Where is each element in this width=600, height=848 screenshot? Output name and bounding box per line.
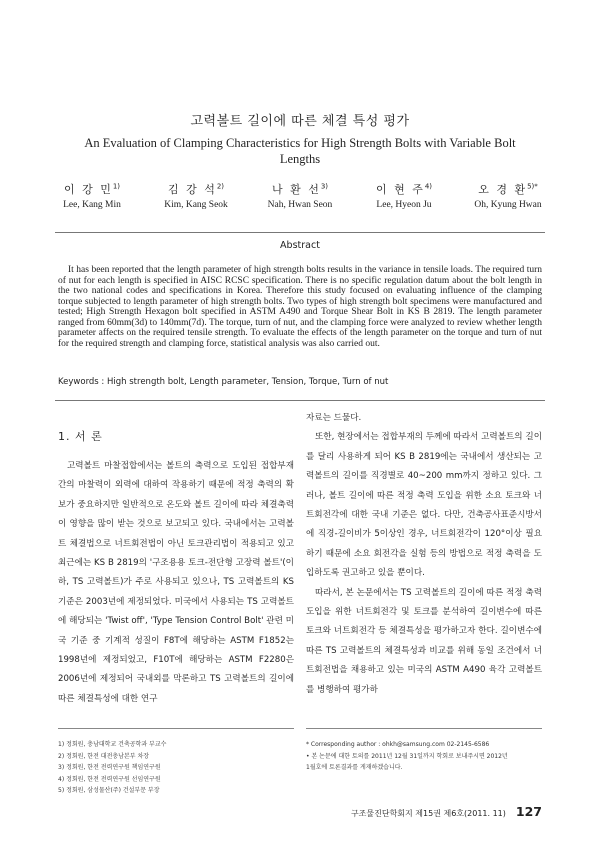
author-name-en: Oh, Kyung Hwan — [474, 200, 542, 210]
author-name-en: Kim, Kang Seok — [164, 200, 228, 210]
paragraph: 자료는 드물다. — [306, 413, 362, 423]
journal-info: 구조물진단학회지 제15권 제6호(2011. 11) — [350, 809, 506, 818]
footnote-rule-left — [58, 728, 294, 729]
paragraph: 고력볼트 마찰접합에서는 볼트의 축력으로 도입된 접합부재 간의 마찰력이 외력에 대하여 작용하기 때문에 적정 축력의 확보가 중요하지만 일반적으로 온도와 볼트 길이에 따라 체결축력이 영향을 많이 받는 것으로 보고되고 있다. 국내에서는 고력볼트 체결법으로 너트회전법이 아닌 토크관리법이 적용되고 있고 최근에는 KS B 2819의 '구조용용 토크-전단형 고장력 볼트'(이하, TS 고력볼트)가 주로 사용되고 있으나, TS 고력볼트의 KS 기준은 2003년에 제정되었다. 미국에서 사용되는 TS 고력볼트에 해당되는 'Twist off', 'Type Tension Control Bolt' 관련 미국 기준 중 기계적 성질이 F8T에 해당하는 ASTM F1852는 1998년에 제정되었고, F10T에 해당하는 ASTM F2280은 2006년에 제정되어 국내외를 막론하고 TS 고력볼트의 길이에 따른 체결특성에 대한 연구 — [58, 461, 294, 704]
footnote-rule-right — [306, 728, 542, 729]
page-footer — [351, 804, 542, 819]
footnote: 1월호에 토론결과를 게재하겠습니다. — [306, 764, 403, 772]
author-name-en: Nah, Hwan Seon — [267, 200, 333, 210]
author-name-en: Lee, Kang Min — [63, 200, 121, 210]
page-number: 127 — [515, 804, 542, 819]
footnote: 2) 정회원, 한전 대전충남본부 차장 — [58, 752, 150, 760]
footnote: 3) 정회원, 한전 전력연구원 책임연구원 — [58, 764, 161, 772]
author — [40, 181, 144, 210]
title-korean: 고력볼트 길이에 따른 체결 특성 평가 — [190, 114, 410, 129]
abstract-top-rule — [55, 232, 545, 233]
abstract-body: It has been reported that the length parameter of high strength bolts results in the variance in tensile loads. The required turn of nut for each length is specified in AISC RCSC specification. There is no specific regulation datum about the bolt length in the two national codes and specifications in Korea. Therefore this study focused on evaluating influence of the clamping torque subjected to length parameter of high strength bolts. Two types of high strength bolt specimens were manufactured and tested; High Strength Hexagon bolt specified in ASTM A490 and Torque Shear Bolt in KS B 2819. The length parameter ranged from 60mm(3d) to 140mm(7d). The torque, turn of nut, and the clamping force were analyzed to review whether length parameter affects on the required tensile strength. To evaluate the effects of the length parameter on the torque and turn of nut for the required strength and clamping force, statistical analysis was also carried out. — [58, 265, 542, 349]
author-name-kr: 이 현 주$^{4)}$ — [375, 182, 433, 196]
footnote: 1) 정회원, 충남대학교 건축공학과 부교수 — [58, 741, 167, 748]
body-column-left — [58, 457, 294, 709]
author-name-en: Lee, Hyeon Ju — [376, 200, 432, 210]
footnote: * Corresponding author : ohkh@samsung.com 02-2145-6586 — [306, 741, 490, 748]
author — [352, 181, 456, 210]
keywords — [58, 377, 542, 387]
author — [144, 181, 248, 210]
keywords-label: Keywords : — [58, 377, 105, 387]
footnote: 4) 정회원, 한전 전력연구원 선임연구원 — [58, 775, 161, 783]
body-column-right — [306, 409, 542, 700]
correspondence-notes — [306, 739, 546, 774]
author-name-kr: 김 강 석$^{2)}$ — [167, 182, 225, 196]
footnote: • 본 논문에 대한 토의를 2011년 12월 31일까지 학회로 보내주시면 2012년 — [306, 752, 508, 760]
author — [456, 181, 560, 210]
author-name-kr: 나 환 선$^{3)}$ — [271, 182, 329, 196]
author — [248, 181, 352, 210]
section-heading-introduction: 1. 서 론 — [58, 430, 103, 443]
footnote: 5) 정회원, 삼성물산(주) 건설부문 부장 — [58, 787, 160, 795]
paragraph: 또한, 현장에서는 접합부재의 두께에 따라서 고력볼트의 길이를 달리 사용하게 되어 KS B 2819에는 국내에서 생산되는 고력볼트의 길이를 직경별로 40~200 mm까지 정하고 있다. 그러나, 볼트 길이에 따른 적정 축력 도입을 위한 소요 토크와 너트회전각에 대한 국내 기준은 없다. 다만, 건축공사표준시방서에 직경-길이비가 5이상인 경우, 너트회전각이 120°이상 필요하기 때문에 소요 회전각을 실험 등의 방법으로 적정 축력을 도입하도록 권고하고 있을 뿐이다. — [306, 432, 542, 579]
abstract-heading: Abstract — [280, 240, 320, 251]
author-list — [40, 181, 560, 210]
author-name-kr: 이 강 민$^{1)}$ — [63, 182, 121, 196]
paragraph: 따라서, 본 논문에서는 TS 고력볼트의 길이에 따른 적정 축력 도입을 위한 너트회전각 및 토크를 분석하여 길이변수에 따른 토크와 너트회전각 등 체결특성을 평가하고자 한다. 길이변수에 따른 TS 고력볼트의 체결특성과 비교를 위해 동일 조건에서 너트회전법을 채용하고 있는 미국의 ASTM A490 육각 고력볼트를 병행하여 평가하 — [306, 587, 542, 695]
title-english: An Evaluation of Clamping Characteristics for High Strength Bolts with Variable Bolt Lengths — [84, 136, 516, 166]
abstract-bottom-rule — [55, 400, 545, 401]
keywords-text: High strength bolt, Length parameter, Tension, Torque, Turn of nut — [107, 377, 389, 387]
author-affiliations — [58, 739, 298, 797]
author-name-kr: 오 경 환$^{5)*}$ — [478, 182, 538, 196]
